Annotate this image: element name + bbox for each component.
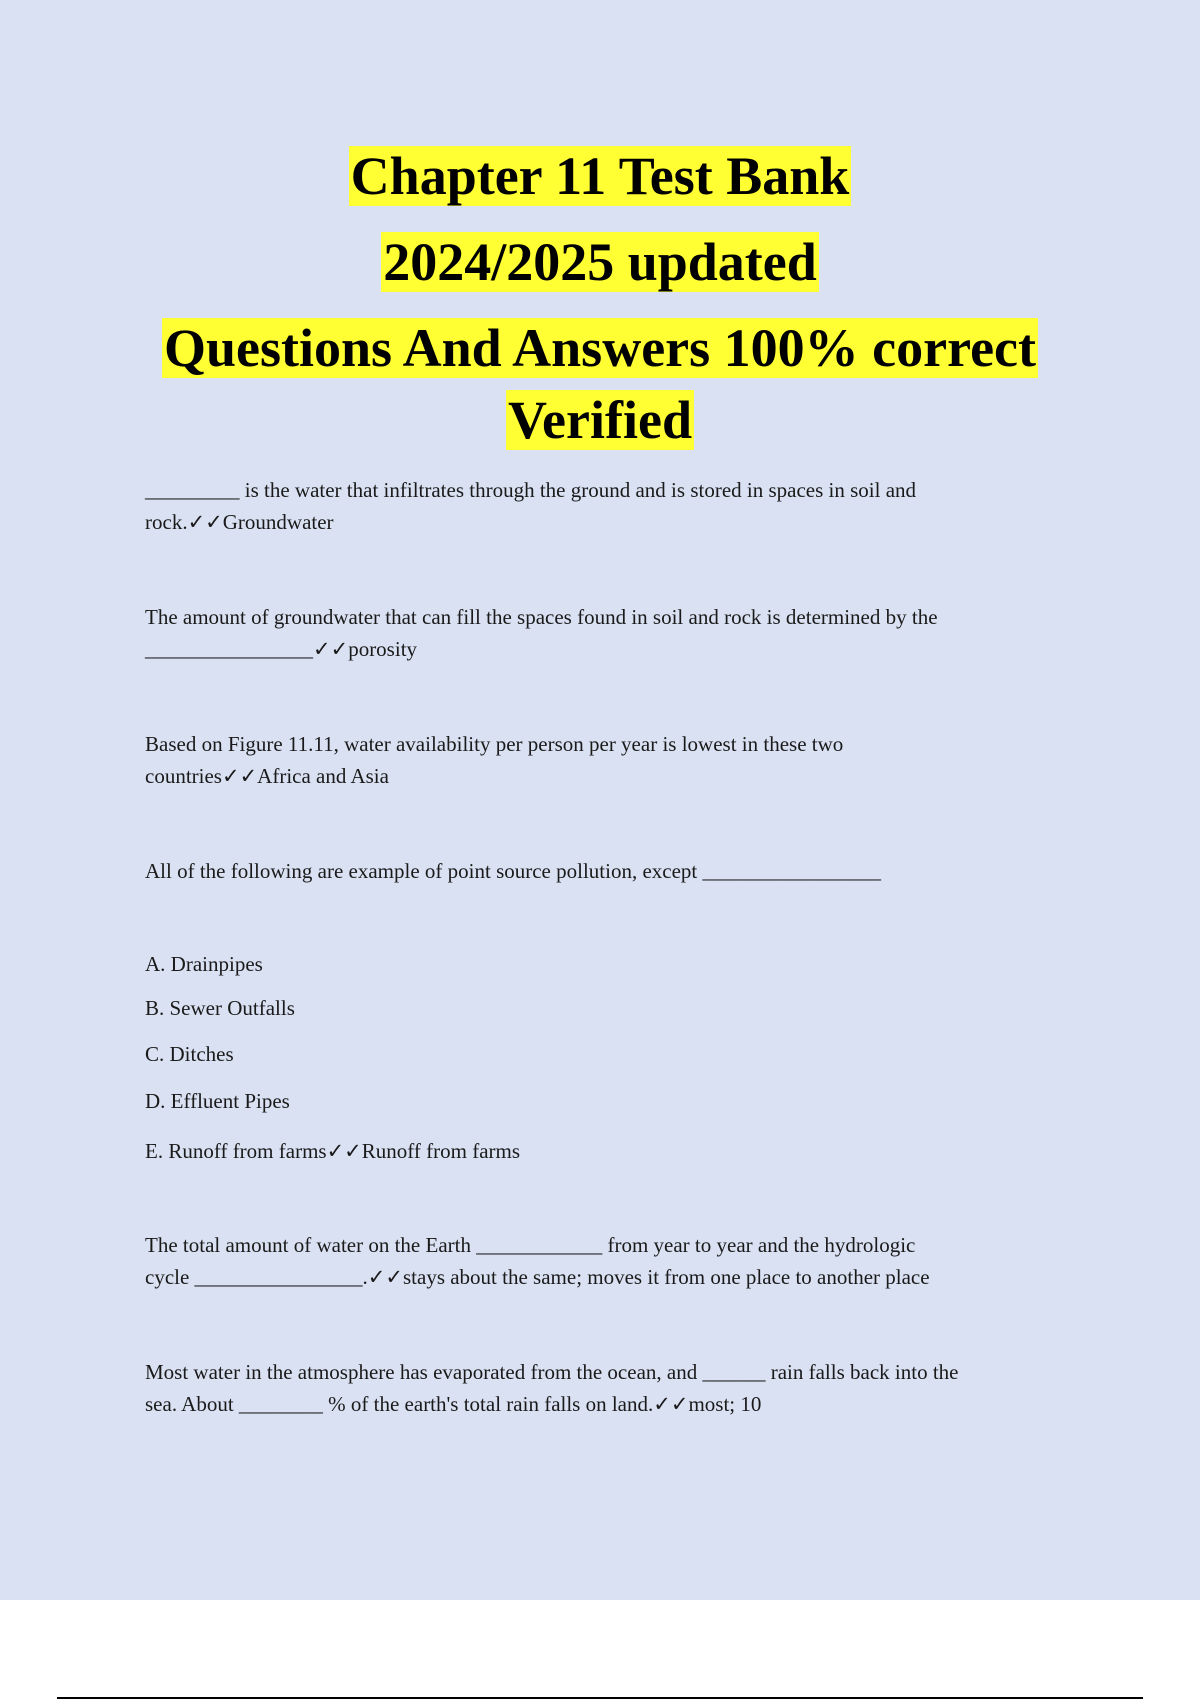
question-3-line-2: countries✓✓Africa and Asia — [145, 764, 389, 788]
question-3 — [145, 728, 1090, 792]
question-2-line-2: ________________✓✓porosity — [145, 637, 418, 661]
question-4-line-1: All of the following are example of point source pollution, except _________________ — [145, 859, 882, 883]
question-5 — [145, 1229, 1090, 1293]
question-4 — [145, 855, 1090, 887]
title-line-3 — [0, 312, 1200, 384]
option-a: A. Drainpipes — [145, 952, 263, 976]
option-d: D. Effluent Pipes — [145, 1089, 290, 1113]
question-6-line-1: Most water in the atmosphere has evaporated from the ocean, and ______ rain falls back into the — [145, 1360, 959, 1384]
question-5-line-1: The total amount of water on the Earth ____________ from year to year and the hydrologic — [145, 1233, 916, 1257]
option-e: E. Runoff from farms✓✓Runoff from farms — [145, 1139, 521, 1163]
title-line-2 — [0, 226, 1200, 298]
document-title — [0, 140, 1200, 456]
question-1-line-1: _________ is the water that infiltrates through the ground and is stored in spaces in soil and — [145, 478, 917, 502]
question-2 — [145, 601, 1090, 665]
option-b: B. Sewer Outfalls — [145, 996, 295, 1020]
title-line-4-text: Verified — [508, 390, 692, 450]
question-1-line-2: rock.✓✓Groundwater — [145, 510, 334, 534]
question-6 — [145, 1356, 1090, 1420]
question-6-line-2: sea. About ________ % of the earth's total rain falls on land.✓✓most; 10 — [145, 1392, 762, 1416]
footer-divider — [57, 1697, 1143, 1699]
question-5-line-2: cycle ________________.✓✓stays about the same; moves it from one place to another place — [145, 1265, 930, 1289]
title-line-4 — [0, 384, 1200, 456]
question-3-line-1: Based on Figure 11.11, water availability per person per year is lowest in these two — [145, 732, 844, 756]
option-c: C. Ditches — [145, 1042, 234, 1066]
title-line-1 — [0, 140, 1200, 212]
title-line-3-text: Questions And Answers 100% correct — [164, 318, 1036, 378]
question-1 — [145, 474, 1090, 538]
title-line-1-text: Chapter 11 Test Bank — [350, 146, 850, 206]
question-2-line-1: The amount of groundwater that can fill the spaces found in soil and rock is determined by the — [145, 605, 938, 629]
title-line-2-text: 2024/2025 updated — [383, 232, 817, 292]
